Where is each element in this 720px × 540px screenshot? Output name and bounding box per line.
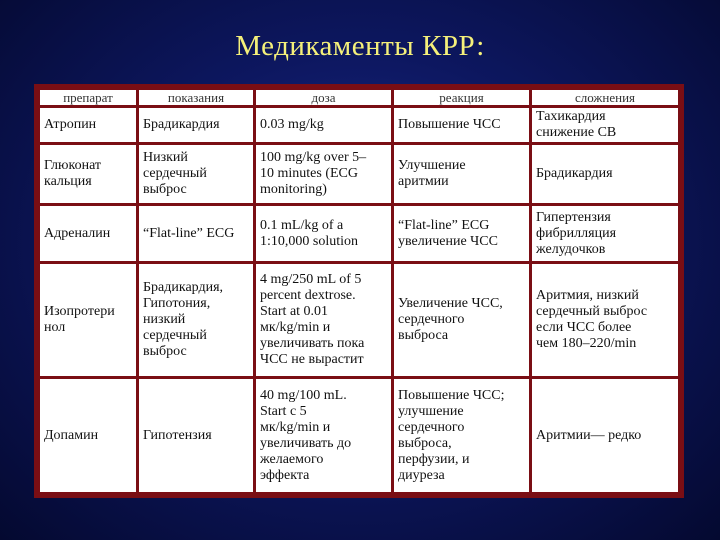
drug-cell: Адреналин <box>40 206 136 260</box>
header-complications: сложнения <box>532 90 678 105</box>
slide-title: Медикаменты КРР: <box>235 30 485 62</box>
dose-cell: 100 mg/kg over 5– 10 minutes (ECG monitoring) <box>256 145 391 203</box>
header-reaction: реакция <box>394 90 529 105</box>
indication-cell: Брадикардия <box>139 108 253 142</box>
dose-cell: 4 mg/250 mL of 5 percent dextrose. Start at 0.01 мк/kg/min и увеличивать пока ЧСС не вырастит <box>256 264 391 377</box>
medications-table <box>37 87 681 495</box>
table-row <box>40 264 678 377</box>
complication-cell: Аритмия, низкий сердечный выброс если ЧСС более чем 180–220/min <box>532 264 678 377</box>
drug-cell: Изопротери нол <box>40 264 136 377</box>
header-indications: показания <box>139 90 253 105</box>
table-row <box>40 145 678 203</box>
dose-cell: 0.03 mg/kg <box>256 108 391 142</box>
complication-cell: Аритмии— редко <box>532 379 678 492</box>
header-drug: препарат <box>40 90 136 105</box>
table-row <box>40 108 678 142</box>
header-dose: доза <box>256 90 391 105</box>
indication-cell: Гипотензия <box>139 379 253 492</box>
table-row <box>40 379 678 492</box>
table-row <box>40 206 678 260</box>
indication-cell: Низкий сердечный выброс <box>139 145 253 203</box>
complication-cell: Гипертензия фибрилляция желудочков <box>532 206 678 260</box>
reaction-cell: Улучшение аритмии <box>394 145 529 203</box>
drug-cell: Допамин <box>40 379 136 492</box>
medications-table-frame <box>34 84 684 498</box>
complication-cell: Тахикардия снижение СВ <box>532 108 678 142</box>
reaction-cell: Повышение ЧСС <box>394 108 529 142</box>
complication-cell: Брадикардия <box>532 145 678 203</box>
dose-cell: 40 mg/100 mL. Start с 5 мк/kg/min и увеличивать до желаемого эффекта <box>256 379 391 492</box>
indication-cell: Брадикардия, Гипотония, низкий сердечный выброс <box>139 264 253 377</box>
reaction-cell: Повышение ЧСС; улучшение сердечного выброса, перфузии, и диуреза <box>394 379 529 492</box>
dose-cell: 0.1 mL/kg of a 1:10,000 solution <box>256 206 391 260</box>
drug-cell: Атропин <box>40 108 136 142</box>
reaction-cell: “Flat-line” ECG увеличение ЧСС <box>394 206 529 260</box>
indication-cell: “Flat-line” ECG <box>139 206 253 260</box>
table-header-row <box>40 90 678 105</box>
drug-cell: Глюконат кальция <box>40 145 136 203</box>
reaction-cell: Увеличение ЧСС, сердечного выброса <box>394 264 529 377</box>
